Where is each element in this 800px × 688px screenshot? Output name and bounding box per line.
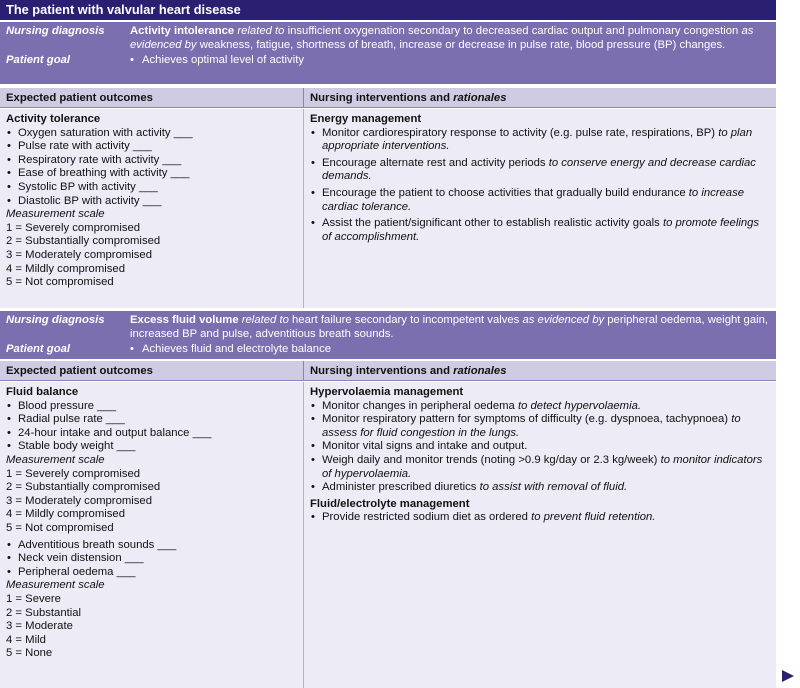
intervention-heading: Energy management [310,113,422,125]
list-item: • Provide restricted sodium diet as ordered to prevent fluid retention. [310,511,770,525]
diagnosis-evidence: weakness, fatigue, shortness of breath, increase or decrease in pulse rate, blood pressure (BP) changes. [199,38,726,51]
scale-item: 5 = None [6,647,53,660]
list-item: • Assist the patient/significant other to establish realistic activity goals to promote feelings of accomplishment. [310,217,770,244]
column-header-2 [0,361,776,381]
list-item: • Adventitious breath sounds ___ [6,539,297,553]
patient-goal-label: Patient goal [6,54,71,67]
list-item: • Respiratory rate with activity ___ [6,154,297,168]
expected-outcomes-header: Expected patient outcomes [0,88,304,107]
section-fluid-body [0,382,776,688]
measurement-scale-label: Measurement scale [6,453,105,466]
list-item: • Diastolic BP with activity ___ [6,195,297,209]
scale-item: 1 = Severely compromised [6,467,141,480]
scale-item: 5 = Not compromised [6,276,114,289]
scale-item: 4 = Mildly compromised [6,262,125,275]
outcome-heading: Fluid balance [6,386,79,398]
next-page-arrow-icon[interactable] [782,670,794,682]
list-item: • Monitor respiratory pattern for symptoms of difficulty (e.g. dyspnoea, tachypnoea) to assess for fluid congestion in the lungs. [310,413,770,440]
list-item: • Radial pulse rate ___ [6,413,297,427]
diagnosis-title: Excess fluid volume [130,314,239,326]
list-item: • Encourage the patient to choose activities that gradually build endurance to increase cardiac tolerance. [310,187,770,214]
list-item: • Encourage alternate rest and activity periods to conserve energy and decrease cardiac demands. [310,157,770,184]
interventions-column [304,382,776,688]
scale-item: 4 = Mild [6,633,46,646]
nursing-diagnosis-label: Nursing diagnosis [6,314,105,326]
evidenced-by: as evidenced by [519,314,608,326]
list-item: • Monitor cardiorespiratory response to activity (e.g. pulse rate, respirations, BP) to plan appropriate interventions. [310,127,770,154]
diagnosis-block-activity [0,22,776,84]
list-item: • Stable body weight ___ [6,440,297,454]
column-header-1 [0,88,776,108]
related-to: related to [238,314,293,326]
nursing-diagnosis-row [6,314,770,341]
section-activity-body [0,109,776,308]
diagnosis-title: Activity intolerance [130,25,235,37]
scale-item: 5 = Not compromised [6,521,114,534]
diagnosis-block-fluid [0,311,776,359]
diagnosis-cause: heart failure secondary to incompetent valves [292,314,520,326]
outcomes-column [0,109,304,308]
list-item: • Oxygen saturation with activity ___ [6,127,297,141]
scale-item: 2 = Substantially compromised [6,235,161,248]
nursing-diagnosis-row [6,25,770,52]
nursing-diagnosis-label: Nursing diagnosis [6,25,105,37]
outcome-heading: Activity tolerance [6,113,101,125]
scale-item: 4 = Mildly compromised [6,508,125,521]
list-item: • Administer prescribed diuretics to assist with removal of fluid. [310,481,770,495]
evidenced-by: as evidenced by [130,25,754,51]
scale-item: 2 = Substantial [6,606,82,619]
outcome-list-2 [6,539,297,580]
list-item: • Pulse rate with activity ___ [6,140,297,154]
list-item: • Monitor vital signs and intake and output. [310,440,770,454]
patient-goal-text: Achieves optimal level of activity [142,54,304,67]
measurement-scale-label: Measurement scale [6,208,105,221]
list-item: • Weigh daily and monitor trends (noting >0.9 kg/day or 2.3 kg/week) to monitor indicators of hypervolaemia. [310,454,770,481]
patient-goal-row: Patient goal • Achieves optimal level of activity [6,54,304,67]
outcome-list [6,127,297,209]
intervention-heading: Hypervolaemia management [310,386,464,398]
intervention-heading: Fluid/electrolyte management [310,497,470,510]
outcomes-column [0,382,304,688]
list-item: • Monitor changes in peripheral oedema to detect hypervolaemia. [310,400,770,414]
patient-goal-text: Achieves fluid and electrolyte balance [142,343,332,356]
measurement-scale-label: Measurement scale [6,579,105,592]
scale-item: 2 = Substantially compromised [6,481,161,494]
related-to: related to [234,25,288,37]
interventions-header: Nursing interventions and rationales [310,92,507,104]
interventions-column [304,109,776,308]
outcome-list [6,400,297,454]
patient-goal-label: Patient goal [6,343,71,356]
patient-goal-row: Patient goal • Achieves fluid and electrolyte balance [6,343,332,356]
list-item: • Systolic BP with activity ___ [6,181,297,195]
list-item: • Peripheral oedema ___ [6,566,297,580]
intervention-list-2 [310,511,770,525]
list-item: • Neck vein distension ___ [6,552,297,566]
diagnosis-evidence: peripheral oedema, weight gain, increased BP and pulse, adventitious breath sounds. [130,314,769,340]
scale-item: 1 = Severe [6,592,61,605]
intervention-list [310,400,770,495]
expected-outcomes-header: Expected patient outcomes [0,361,304,380]
diagnosis-cause: insufficient oxygenation secondary to decreased cardiac output and pulmonary congestion [287,25,739,37]
list-item: • Ease of breathing with activity ___ [6,167,297,181]
scale-item: 3 = Moderately compromised [6,248,152,261]
scale-item: 3 = Moderately compromised [6,494,152,507]
list-item: • Blood pressure ___ [6,400,297,414]
intervention-list [310,127,770,245]
page-title: The patient with valvular heart disease [0,0,776,20]
scale-item: 1 = Severely compromised [6,221,141,234]
scale-item: 3 = Moderate [6,620,73,633]
interventions-header: Nursing interventions and rationales [310,365,507,377]
list-item: • 24-hour intake and output balance ___ [6,427,297,441]
